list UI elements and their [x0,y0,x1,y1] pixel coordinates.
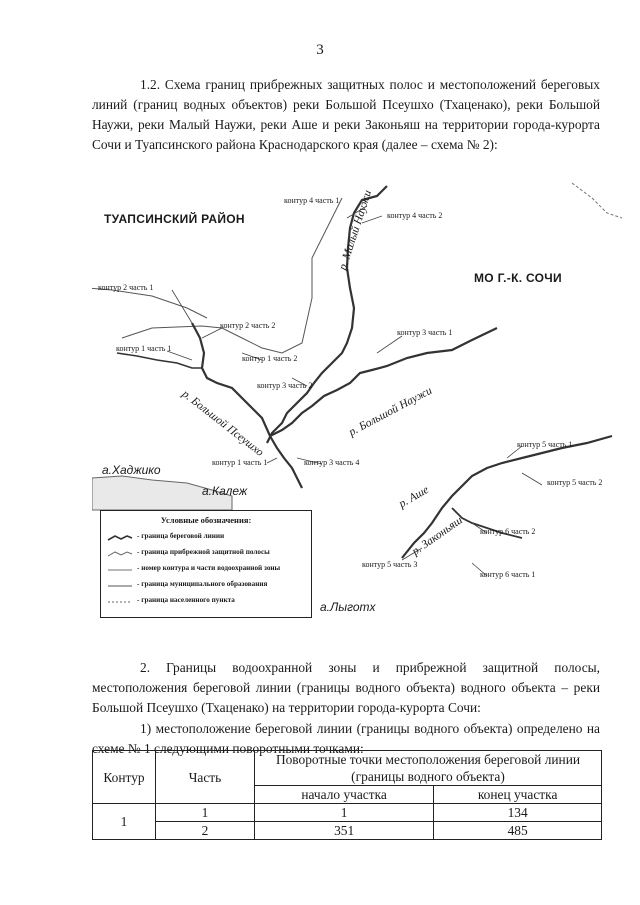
river-label-ashe: р. Аше [397,483,431,511]
municipal-boundary-west [92,288,207,318]
contour-label: контур 6 часть 1 [480,570,536,579]
tributary-left [117,353,202,368]
item-1-paragraph: 1) местоположение береговой линии (границы водного объекта) определено на схеме № 1 следующими поворотными точками: [92,721,600,756]
district-sochi-label: МО Г.-К. СОЧИ [474,271,562,285]
contour-label: контур 6 часть 2 [480,527,536,536]
settlement-boundary-icon [107,598,133,606]
village-lygotkh: а.Лыготх [320,600,376,614]
river-label-bolshoy-nauzhi: р. Большой Наужи [347,384,435,439]
contour-label: контур 5 часть 3 [362,560,418,569]
cell-start: 351 [255,822,434,840]
river-label-zakonyash: р. Законьяш [410,514,465,558]
legend-item: - номер контура и части водоохранной зоны [107,563,307,577]
header-end: конец участка [434,786,602,804]
boundary-ne [572,183,622,218]
contour-label: контур 1 часть 2 [242,354,298,363]
contour-label: контур 5 часть 1 [517,440,573,449]
contour-label: контур 1 часть 1 [212,458,268,467]
village-khadzhiko: а.Хаджико [102,463,161,477]
cell-part: 1 [156,804,255,822]
contour-number-icon [107,566,133,574]
river-maly-nauzhi [267,186,387,443]
contour-label: контур 2 часть 2 [220,321,276,330]
contour-label: контур 4 часть 1 [284,196,340,205]
contour-label: контур 4 часть 2 [387,211,443,220]
protective-strip-line-icon [107,550,133,558]
river-label-maly-nauzhi: р. Малый Наужи [337,188,375,272]
municipal-boundary-icon [107,582,133,590]
map-legend [100,510,312,618]
legend-item: - граница населенного пункта [107,595,307,609]
table-row [93,804,602,822]
contour-label: контур 2 часть 1 [98,283,154,292]
contour-label: контур 5 часть 2 [547,478,603,487]
shoreline-line-icon [107,534,133,542]
table-row [93,822,602,840]
legend-item: - граница муниципального образования [107,579,307,593]
cell-part: 2 [156,822,255,840]
points-table [92,750,602,840]
contour-label: контур 3 часть 2 [257,381,313,390]
cell-contour: 1 [93,804,156,840]
intro-paragraph: 1.2. Схема границ прибрежных защитных полос и местоположений береговых линий (границ водных объектов) реки Большой Псеушхо (Тхаценако), реки Большой Наужи, реки Малый Наужи, реки Аше и реки Законьяш на территории города-курорта Сочи и Туапсинского района Краснодарского края (далее – схема № 2): [92,77,600,152]
header-part: Часть [156,751,255,804]
village-kalezh: а.Калеж [202,484,248,498]
legend-title: Условные обозначения: [160,515,252,525]
contour-label: контур 3 часть 1 [397,328,453,337]
cell-end: 485 [434,822,602,840]
river-label-bolshoy-pseushkho: р. Большой Псеушхо [179,388,266,459]
contour-label: контур 1 часть 1 [116,344,172,353]
header-points: Поворотные точки местоположения береговой линии (границы водного объекта) [255,751,602,786]
cell-start: 1 [255,804,434,822]
legend-item: - граница прибрежной защитной полосы [107,547,307,561]
header-start: начало участка [255,786,434,804]
section-2-paragraph: 2. Границы водоохранной зоны и прибрежной защитной полосы, местоположения береговой линии (границы водного объекта) водного объекта – реки Большой Псеушхо (Тхаценако) на территории города-курорта Сочи: [92,660,600,715]
legend-item: - граница береговой линии [107,531,307,545]
district-tuapse-label: ТУАПСИНСКИЙ РАЙОН [104,212,245,226]
page-number: 3 [316,42,324,58]
contour-label: контур 3 часть 4 [304,458,360,467]
scheme-map [92,178,622,618]
cell-end: 134 [434,804,602,822]
header-contour: Контур [93,751,156,804]
